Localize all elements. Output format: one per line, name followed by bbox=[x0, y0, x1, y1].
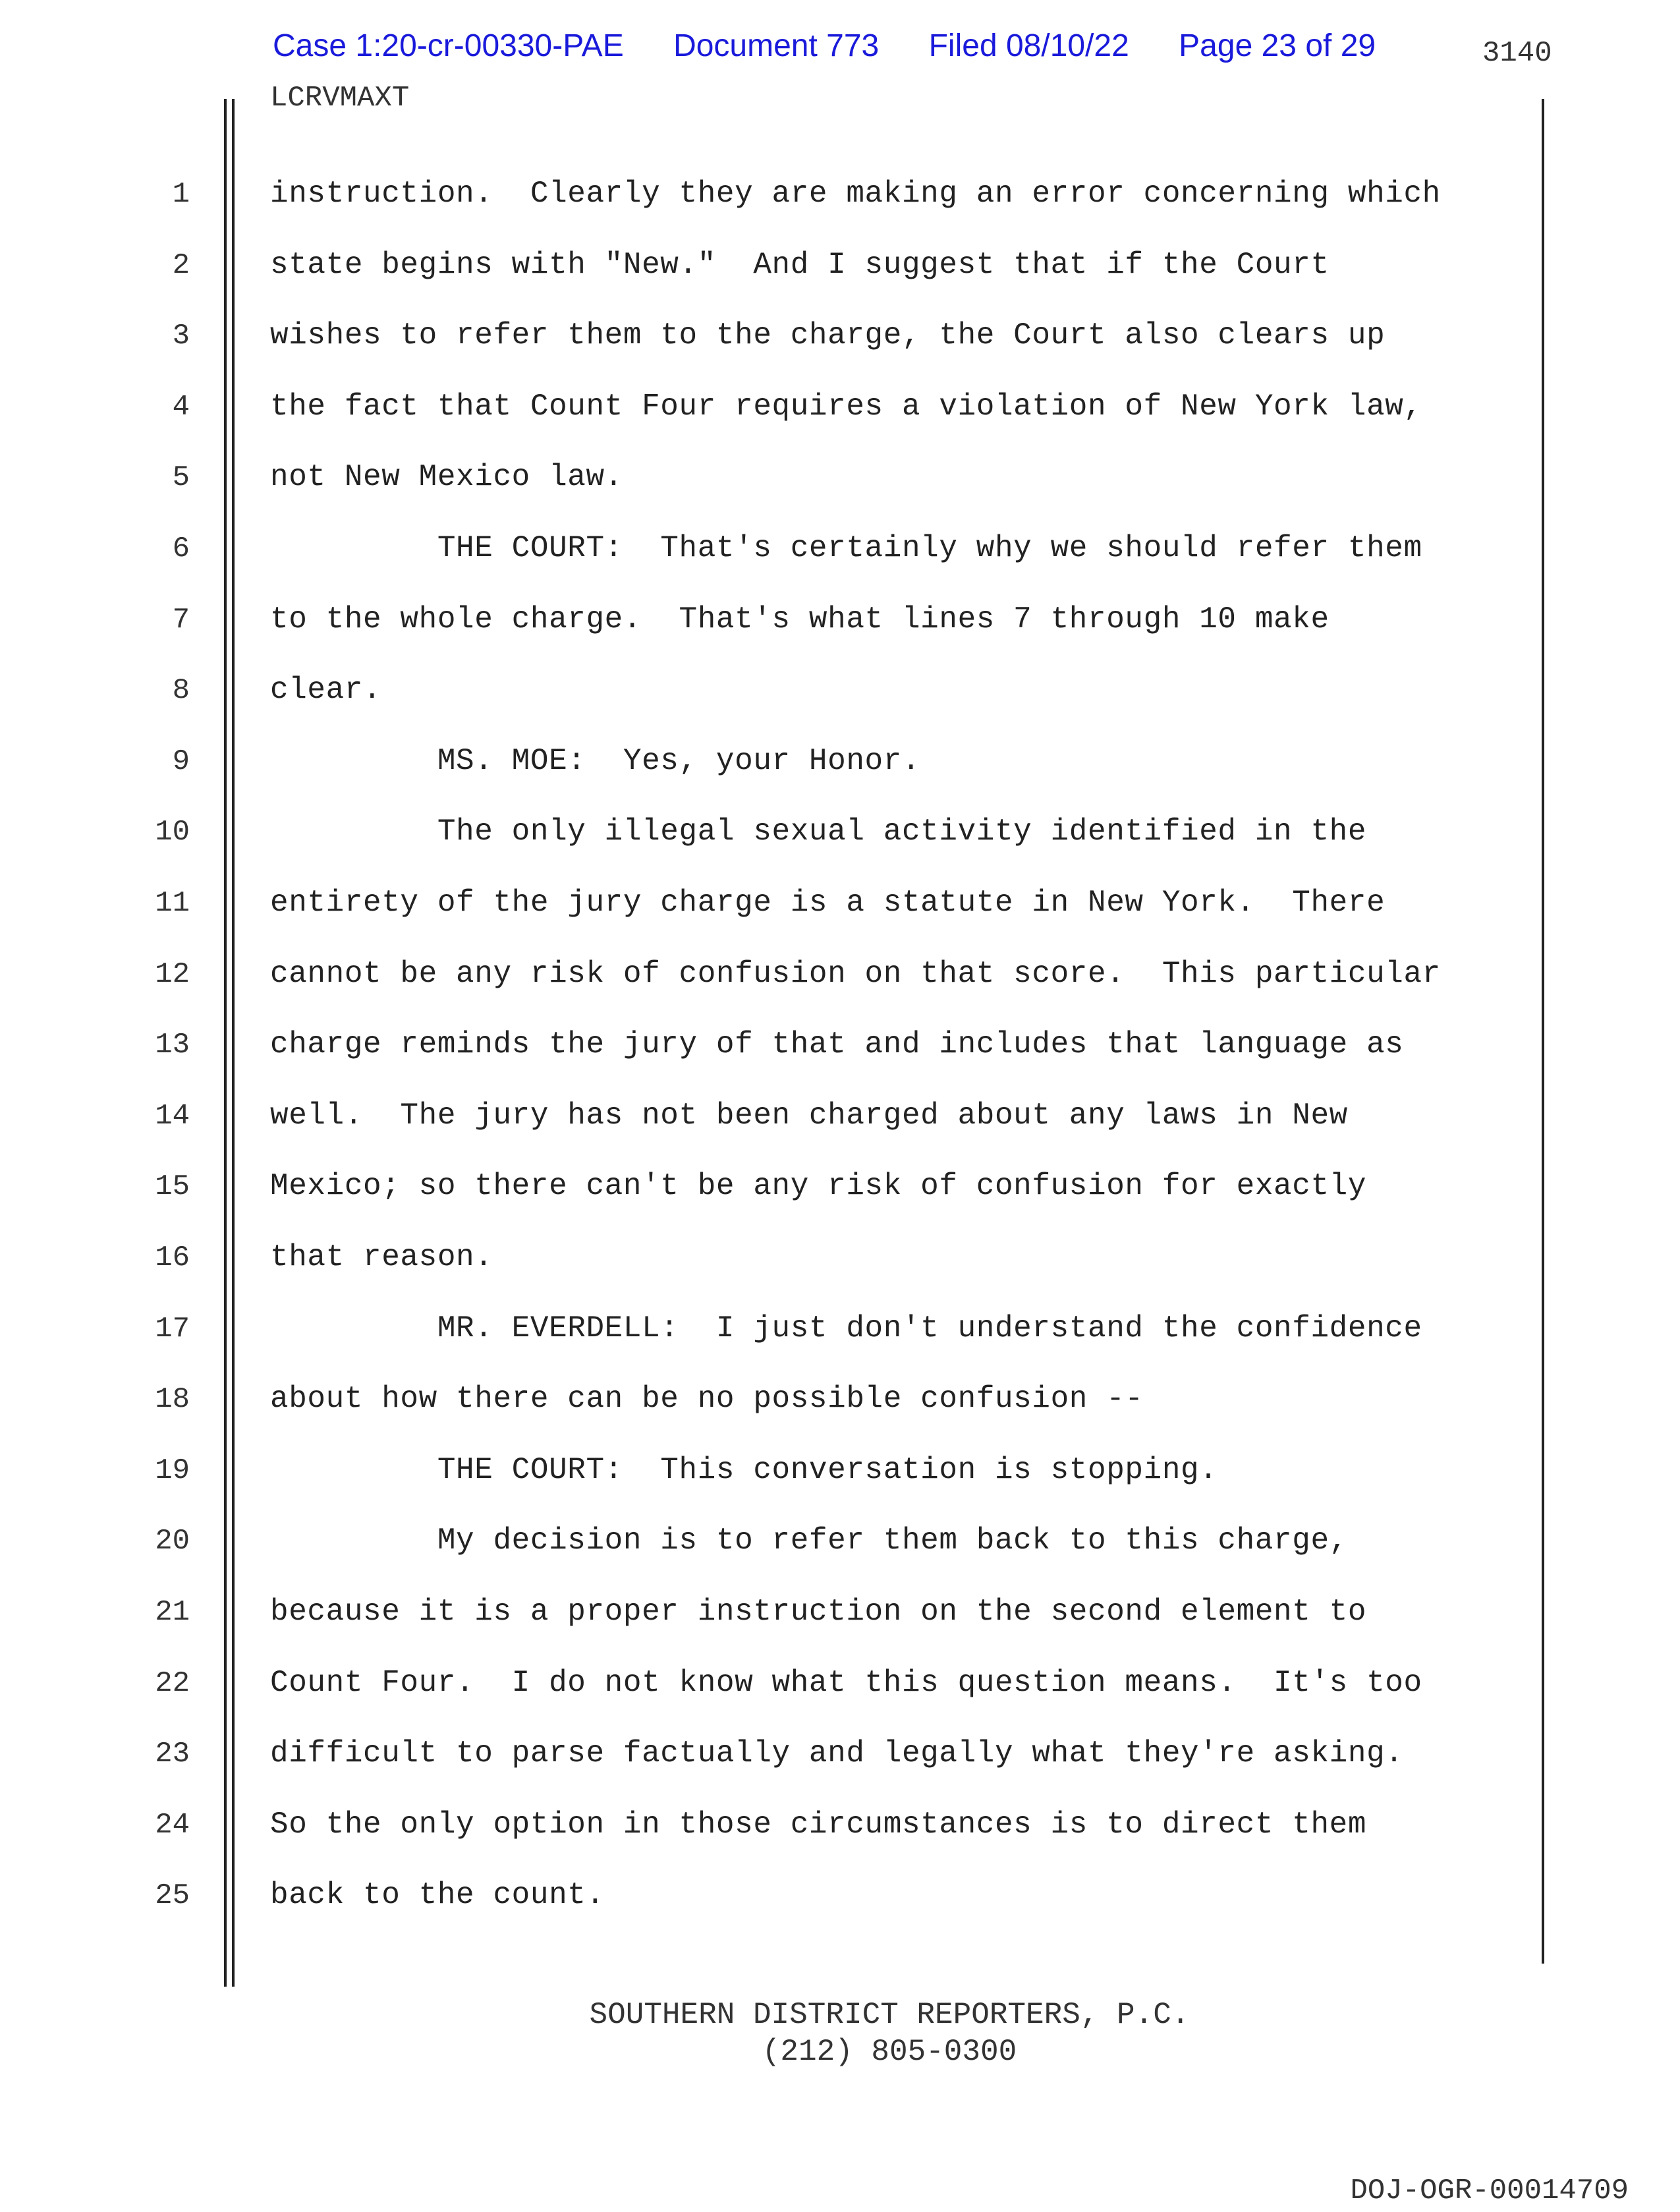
reporter-phone: (212) 805-0300 bbox=[762, 2035, 1017, 2069]
filing-header bbox=[273, 28, 1376, 64]
transcript-line: MS. MOE: Yes, your Honor. bbox=[270, 743, 921, 778]
transcript-line: because it is a proper instruction on the second element to bbox=[270, 1595, 1367, 1629]
transcript-line: instruction. Clearly they are making an error concerning which bbox=[270, 177, 1441, 211]
transcript-line: not New Mexico law. bbox=[270, 460, 623, 495]
line-number: 17 bbox=[155, 1312, 190, 1346]
transcript-line: THE COURT: This conversation is stopping. bbox=[270, 1452, 1218, 1487]
line-number: 9 bbox=[172, 745, 190, 778]
line-number: 14 bbox=[155, 1099, 190, 1133]
left-margin-rule bbox=[224, 99, 227, 1987]
transcript-line: to the whole charge. That's what lines 7 through 10 make bbox=[270, 602, 1330, 637]
line-number: 8 bbox=[172, 674, 190, 708]
line-number: 4 bbox=[172, 390, 190, 424]
transcript-line: about how there can be no possible confusion -- bbox=[270, 1382, 1144, 1417]
transcript-line: entirety of the jury charge is a statute in New York. There bbox=[270, 886, 1386, 920]
line-number: 16 bbox=[155, 1241, 190, 1274]
reporter-footer bbox=[0, 1997, 1680, 2070]
transcript-line: charge reminds the jury of that and includes that language as bbox=[270, 1027, 1404, 1062]
line-number: 18 bbox=[155, 1383, 190, 1417]
transcript-line: difficult to parse factually and legally what they're asking. bbox=[270, 1736, 1404, 1771]
line-number: 10 bbox=[155, 816, 190, 849]
transcript-line: that reason. bbox=[270, 1240, 493, 1274]
filed-date: Filed 08/10/22 bbox=[928, 28, 1129, 63]
transcript-line: state begins with "New." And I suggest that if the Court bbox=[270, 247, 1330, 282]
transcript-page-number: 3140 bbox=[1482, 37, 1552, 70]
transcript-line: The only illegal sexual activity identified in the bbox=[270, 814, 1367, 849]
transcript-line: wishes to refer them to the charge, the Court also clears up bbox=[270, 318, 1386, 353]
line-number: 19 bbox=[155, 1454, 190, 1487]
line-number: 1 bbox=[172, 178, 190, 211]
transcript-line: clear. bbox=[270, 673, 382, 708]
line-number: 7 bbox=[172, 603, 190, 637]
transcript-line: Count Four. I do not know what this question means. It's too bbox=[270, 1665, 1422, 1700]
bates-number: DOJ-OGR-00014709 bbox=[1350, 2174, 1629, 2207]
line-number: 24 bbox=[155, 1808, 190, 1842]
transcript-line: well. The jury has not been charged about any laws in New bbox=[270, 1098, 1348, 1133]
line-number: 13 bbox=[155, 1029, 190, 1062]
transcript-line: My decision is to refer them back to this charge, bbox=[270, 1523, 1348, 1558]
transcript-line: back to the count. bbox=[270, 1878, 605, 1913]
document-number: Document 773 bbox=[673, 28, 880, 63]
line-number: 3 bbox=[172, 320, 190, 353]
left-margin-rule bbox=[232, 99, 235, 1987]
case-number: Case 1:20-cr-00330-PAE bbox=[273, 28, 624, 63]
line-number: 15 bbox=[155, 1170, 190, 1204]
transcript-line: So the only option in those circumstances is to direct them bbox=[270, 1807, 1367, 1842]
page-count: Page 23 of 29 bbox=[1179, 28, 1376, 63]
transcript-line: MR. EVERDELL: I just don't understand the confidence bbox=[270, 1311, 1422, 1346]
line-number: 21 bbox=[155, 1596, 190, 1629]
line-number: 6 bbox=[172, 532, 190, 565]
case-code: LCRVMAXT bbox=[270, 82, 410, 115]
line-number: 2 bbox=[172, 248, 190, 282]
transcript-line: Mexico; so there can't be any risk of confusion for exactly bbox=[270, 1169, 1367, 1204]
line-number: 12 bbox=[155, 957, 190, 991]
line-number: 20 bbox=[155, 1525, 190, 1558]
reporter-name: SOUTHERN DISTRICT REPORTERS, P.C. bbox=[589, 1998, 1190, 2032]
line-number: 25 bbox=[155, 1879, 190, 1913]
transcript-line: cannot be any risk of confusion on that score. This particular bbox=[270, 956, 1441, 991]
transcript-line: THE COURT: That's certainly why we should refer them bbox=[270, 531, 1422, 565]
transcript-line: the fact that Count Four requires a violation of New York law, bbox=[270, 389, 1422, 424]
line-number: 11 bbox=[155, 887, 190, 920]
line-number: 5 bbox=[172, 461, 190, 495]
right-margin-rule bbox=[1542, 99, 1544, 1964]
line-number: 23 bbox=[155, 1738, 190, 1771]
line-number: 22 bbox=[155, 1666, 190, 1700]
